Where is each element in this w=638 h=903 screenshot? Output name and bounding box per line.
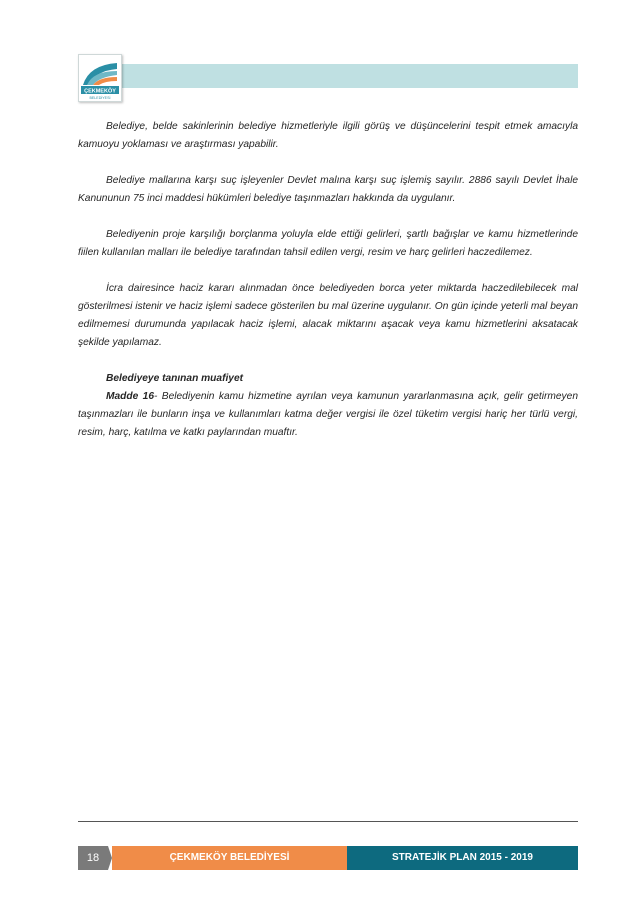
header-band — [100, 64, 578, 88]
footer-org-name: ÇEKMEKÖY BELEDİYESİ — [112, 846, 347, 870]
logo-subtext: BELEDİYESİ — [89, 96, 111, 100]
paragraph-article-16 — [78, 388, 578, 442]
paragraph-unseizable-income: Belediyenin proje karşılığı borçlanma yoluyla elde ettiği gelirleri, şartlı bağışlar ve kamu hizmetlerinde fiilen kullanılan malları ile belediye tarafından tahsil edilen vergi, resim ve harç gelirleri haczedilemez. — [78, 229, 578, 258]
paragraph-enforcement: İcra dairesince haciz kararı alınmadan önce belediyeden borca yeter miktarda haczedilebilecek mal gösterilmesi istenir ve haciz işlemi sadece gösterilen bu mal üzerine uygulanır. On gün içinde yeterli mal beyan edilmemesi durumunda yapılacak haciz işlemi, alacak miktarını aşacak veya kamu hizmetlerini aksatacak şekilde yapılamaz. — [78, 283, 578, 348]
footer-divider — [78, 821, 578, 822]
article-label: Madde 16 — [106, 391, 154, 402]
logo-text: ÇEKMEKÖY — [84, 88, 116, 95]
section-heading: Belediyeye tanınan muafiyet — [106, 373, 244, 384]
paragraph-survey: Belediye, belde sakinlerinin belediye hizmetleriyle ilgili görüş ve düşüncelerini tespit etmek amacıyla kamuoyu yoklaması ve araştırması yapabilir. — [78, 121, 578, 150]
page-number: 18 — [78, 846, 108, 870]
footer — [78, 846, 578, 870]
cekmekoy-logo — [78, 54, 122, 102]
article-text: - Belediyenin kamu hizmetine ayrılan veya kamunun yararlanmasına açık, gelir getirmeyen taşınmazları ile bunların inşa ve kullanımları katma değer vergisi ile özel tüketim vergisi hariç her türlü vergi, resim, harç, katılma ve katkı paylarından muaftır. — [78, 391, 578, 438]
paragraph-property-crime: Belediye mallarına karşı suç işleyenler Devlet malına karşı suç işlemiş sayılır. 2886 sayılı Devlet İhale Kanununun 75 inci maddesi hükümleri belediye taşınmazları hakkında da uygulanır. — [78, 175, 578, 204]
document-body — [78, 118, 578, 442]
footer-plan-title: STRATEJİK PLAN 2015 - 2019 — [347, 846, 578, 870]
